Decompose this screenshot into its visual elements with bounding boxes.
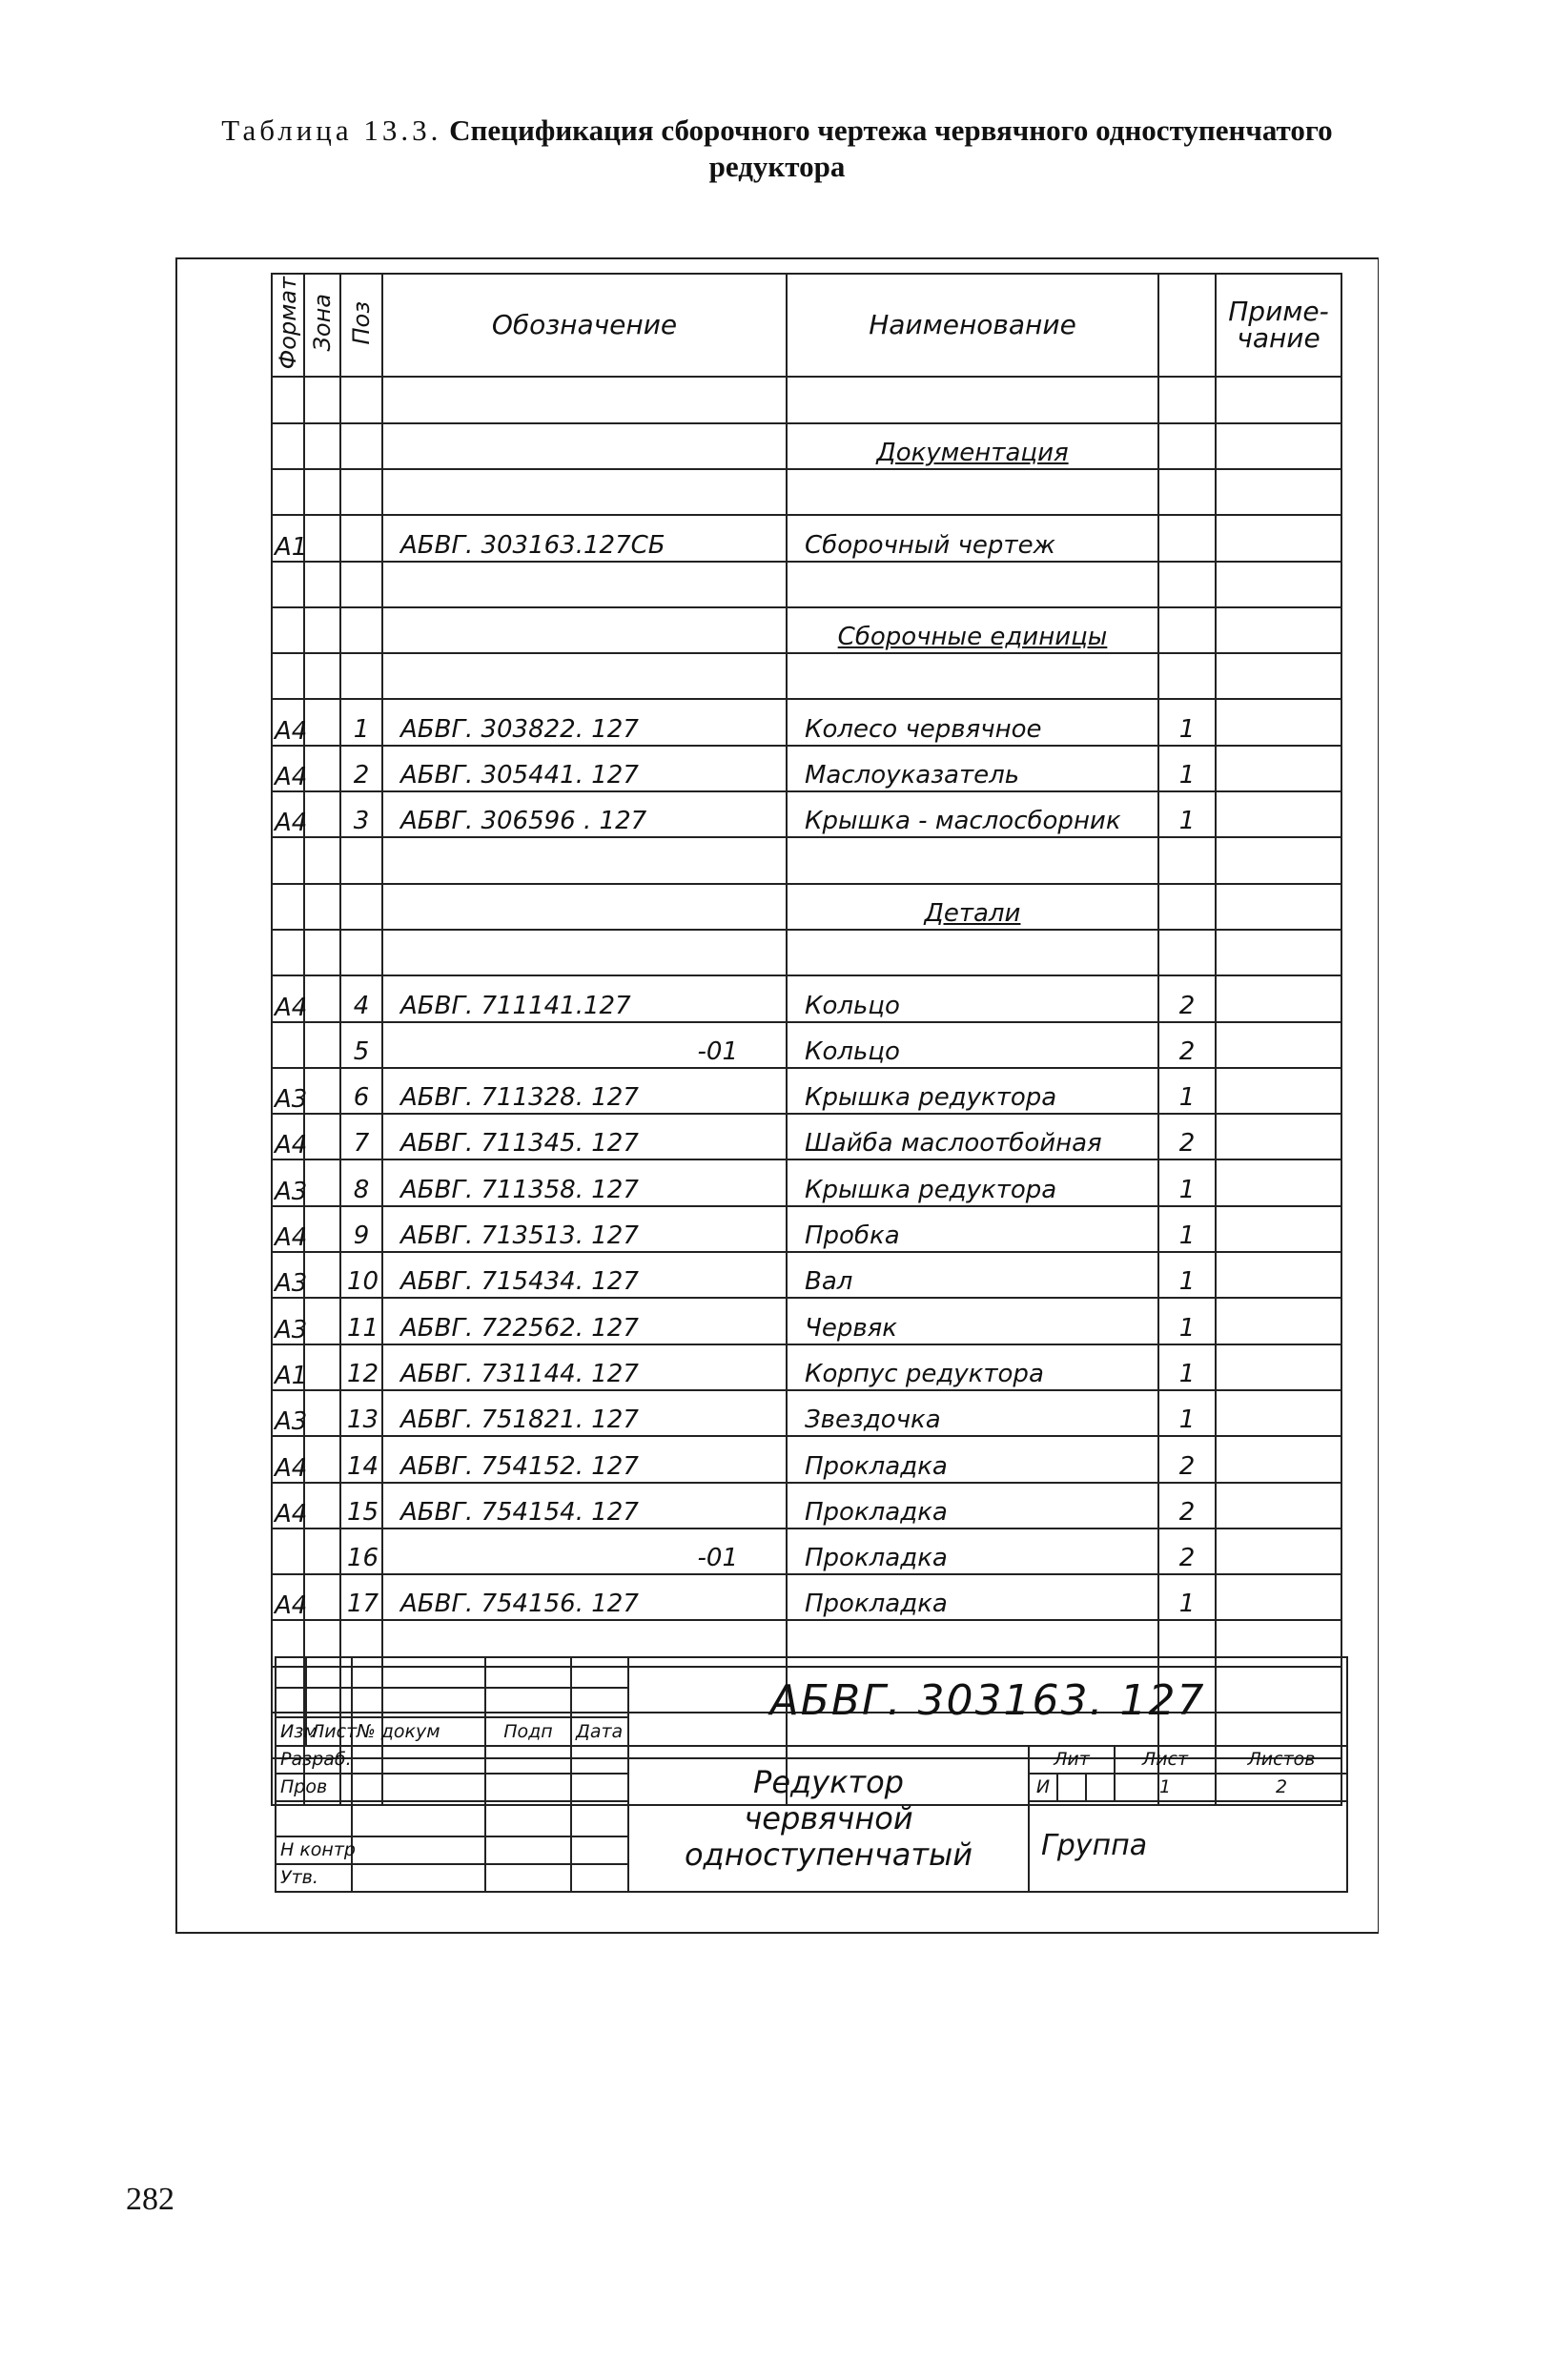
name-cell: Пробка xyxy=(787,1206,1158,1252)
zone-cell xyxy=(304,884,340,930)
pos-cell: 12 xyxy=(340,1344,382,1390)
document-code: АБВГ. 303163. 127 xyxy=(628,1657,1347,1746)
zone-cell xyxy=(304,653,340,699)
designation-cell: АБВГ. 303822. 127 xyxy=(382,699,787,745)
note-cell xyxy=(1216,515,1341,561)
qty-cell: 1 xyxy=(1158,1068,1216,1114)
note-cell xyxy=(1216,1390,1341,1436)
qty-cell: 1 xyxy=(1158,1206,1216,1252)
pos-cell: 4 xyxy=(340,975,382,1021)
designation-cell xyxy=(382,884,787,930)
table-row xyxy=(272,469,1341,515)
designation-cell xyxy=(382,423,787,469)
pos-cell: 14 xyxy=(340,1436,382,1482)
stamp-cell xyxy=(485,1688,571,1718)
name-cell: Крышка редуктора xyxy=(787,1159,1158,1205)
qty-cell xyxy=(1158,562,1216,607)
stamp-cell xyxy=(571,1657,628,1688)
zone-cell xyxy=(304,746,340,791)
note-cell xyxy=(1216,1159,1341,1205)
name-cell xyxy=(787,930,1158,975)
note-cell xyxy=(1216,469,1341,515)
note-cell xyxy=(1216,699,1341,745)
qty-cell xyxy=(1158,930,1216,975)
table-row xyxy=(272,1436,1341,1482)
header-row xyxy=(272,274,1341,377)
product-name: Редуктор червячной одноступенчатый xyxy=(628,1746,1029,1892)
pos-cell: 7 xyxy=(340,1114,382,1159)
qty-cell: 2 xyxy=(1158,975,1216,1021)
format-cell: А4 xyxy=(272,1436,304,1482)
designation-cell: АБВГ. 754154. 127 xyxy=(382,1483,787,1529)
note-cell xyxy=(1216,1252,1341,1298)
designation-cell xyxy=(382,469,787,515)
name-cell: Прокладка xyxy=(787,1436,1158,1482)
zone-cell xyxy=(304,837,340,883)
lit-value: И xyxy=(1029,1774,1057,1801)
name-cell: Крышка редуктора xyxy=(787,1068,1158,1114)
stamp-cell xyxy=(485,1801,571,1836)
format-cell xyxy=(272,1529,304,1574)
header-pos: Поз xyxy=(340,274,382,377)
designation-cell: АБВГ. 711141.127 xyxy=(382,975,787,1021)
role-utv: Утв. xyxy=(276,1864,352,1892)
zone-cell xyxy=(304,930,340,975)
zone-cell xyxy=(304,562,340,607)
zone-cell xyxy=(304,975,340,1021)
header-designation: Обозначение xyxy=(382,274,787,377)
note-cell xyxy=(1216,1206,1341,1252)
format-cell xyxy=(272,1022,304,1068)
specification-table xyxy=(271,273,1342,1806)
designation-cell: АБВГ. 711345. 127 xyxy=(382,1114,787,1159)
stamp-cell xyxy=(1057,1774,1086,1801)
role-razrab: Разраб. xyxy=(276,1746,352,1774)
pos-cell: 11 xyxy=(340,1298,382,1344)
zone-cell xyxy=(304,1252,340,1298)
note-cell xyxy=(1216,746,1341,791)
name-cell: Прокладка xyxy=(787,1529,1158,1574)
qty-cell: 1 xyxy=(1158,791,1216,837)
zone-cell xyxy=(304,1298,340,1344)
sheet-value: 1 xyxy=(1115,1774,1216,1801)
col-docnum: № докум xyxy=(352,1717,485,1745)
format-cell xyxy=(272,607,304,653)
stamp-cell xyxy=(485,1836,571,1864)
format-cell xyxy=(272,930,304,975)
format-cell: А4 xyxy=(272,699,304,745)
stamp-cell xyxy=(352,1657,485,1688)
pos-cell: 8 xyxy=(340,1159,382,1205)
qty-cell xyxy=(1158,607,1216,653)
note-cell xyxy=(1216,1483,1341,1529)
stamp-cell xyxy=(306,1688,352,1718)
note-cell xyxy=(1216,1344,1341,1390)
pos-cell xyxy=(340,607,382,653)
stamp-cell xyxy=(571,1774,628,1801)
header-qty xyxy=(1158,274,1216,377)
note-cell xyxy=(1216,562,1341,607)
stamp-cell xyxy=(485,1864,571,1892)
group-field: Группа xyxy=(1029,1801,1347,1892)
note-cell xyxy=(1216,837,1341,883)
table-row xyxy=(272,1529,1341,1574)
zone-cell xyxy=(304,699,340,745)
pos-cell: 3 xyxy=(340,791,382,837)
designation-cell: АБВГ. 715434. 127 xyxy=(382,1252,787,1298)
stamp-cell xyxy=(485,1774,571,1801)
name-cell: Прокладка xyxy=(787,1574,1158,1620)
note-cell xyxy=(1216,653,1341,699)
designation-cell xyxy=(382,837,787,883)
designation-cell: -01 xyxy=(382,1022,787,1068)
name-cell: Колесо червячное xyxy=(787,699,1158,745)
section-title: Детали xyxy=(787,884,1158,930)
designation-cell: АБВГ. 306596 . 127 xyxy=(382,791,787,837)
format-cell: А4 xyxy=(272,1483,304,1529)
table-row xyxy=(272,653,1341,699)
section-row xyxy=(272,884,1341,930)
title-block xyxy=(275,1656,1348,1893)
stamp-cell xyxy=(571,1836,628,1864)
name-cell xyxy=(787,837,1158,883)
designation-cell: АБВГ. 713513. 127 xyxy=(382,1206,787,1252)
name-cell: Корпус редуктора xyxy=(787,1344,1158,1390)
qty-cell xyxy=(1158,469,1216,515)
pos-cell xyxy=(340,837,382,883)
format-cell: А3 xyxy=(272,1159,304,1205)
pos-cell: 17 xyxy=(340,1574,382,1620)
zone-cell xyxy=(304,1206,340,1252)
table-row xyxy=(272,791,1341,837)
pos-cell: 16 xyxy=(340,1529,382,1574)
qty-cell xyxy=(1158,515,1216,561)
note-cell xyxy=(1216,930,1341,975)
designation-cell xyxy=(382,653,787,699)
name-cell: Крышка - маслосборник xyxy=(787,791,1158,837)
name-cell: Маслоуказатель xyxy=(787,746,1158,791)
qty-cell: 1 xyxy=(1158,699,1216,745)
name-cell: Сборочный чертеж xyxy=(787,515,1158,561)
zone-cell xyxy=(304,1436,340,1482)
designation-cell: АБВГ. 754152. 127 xyxy=(382,1436,787,1482)
designation-cell: АБВГ. 305441. 127 xyxy=(382,746,787,791)
note-cell xyxy=(1216,607,1341,653)
table-row xyxy=(272,1574,1341,1620)
format-cell: А4 xyxy=(272,1574,304,1620)
zone-cell xyxy=(304,1022,340,1068)
stamp-cell xyxy=(485,1657,571,1688)
zone-cell xyxy=(304,1529,340,1574)
qty-cell: 1 xyxy=(1158,1252,1216,1298)
header-note: Приме-чание xyxy=(1216,274,1341,377)
designation-cell: АБВГ. 722562. 127 xyxy=(382,1298,787,1344)
format-cell xyxy=(272,377,304,422)
designation-cell xyxy=(382,562,787,607)
pos-cell: 6 xyxy=(340,1068,382,1114)
table-row xyxy=(272,1114,1341,1159)
page-number: 282 xyxy=(126,2182,174,2217)
zone-cell xyxy=(304,1574,340,1620)
col-izm: Изм xyxy=(276,1717,306,1745)
format-cell xyxy=(272,562,304,607)
zone-cell xyxy=(304,1114,340,1159)
note-cell xyxy=(1216,1298,1341,1344)
name-cell xyxy=(787,377,1158,422)
designation-cell: АБВГ. 303163.127СБ xyxy=(382,515,787,561)
format-cell: А3 xyxy=(272,1068,304,1114)
qty-cell: 1 xyxy=(1158,1344,1216,1390)
note-cell xyxy=(1216,1022,1341,1068)
stamp-cell xyxy=(571,1801,628,1836)
qty-cell: 2 xyxy=(1158,1022,1216,1068)
table-row xyxy=(272,746,1341,791)
stamp-cell xyxy=(352,1688,485,1718)
table-row xyxy=(272,562,1341,607)
table-row xyxy=(272,837,1341,883)
sheets-label: Листов xyxy=(1216,1746,1347,1774)
note-cell xyxy=(1216,791,1341,837)
qty-cell xyxy=(1158,653,1216,699)
pos-cell xyxy=(340,469,382,515)
table-row xyxy=(272,699,1341,745)
col-sign: Подп xyxy=(485,1717,571,1745)
specification-body xyxy=(272,377,1341,1804)
note-cell xyxy=(1216,1436,1341,1482)
qty-cell: 1 xyxy=(1158,746,1216,791)
sheets-value: 2 xyxy=(1216,1774,1347,1801)
caption-label: Таблица 13.3. xyxy=(221,113,442,147)
pos-cell: 13 xyxy=(340,1390,382,1436)
note-cell xyxy=(1216,1529,1341,1574)
zone-cell xyxy=(304,1344,340,1390)
designation-cell: АБВГ. 711328. 127 xyxy=(382,1068,787,1114)
format-cell: А4 xyxy=(272,791,304,837)
pos-cell xyxy=(340,884,382,930)
format-cell: А3 xyxy=(272,1252,304,1298)
zone-cell xyxy=(304,791,340,837)
format-cell: А4 xyxy=(272,975,304,1021)
format-cell: А4 xyxy=(272,1114,304,1159)
zone-cell xyxy=(304,515,340,561)
stamp-cell xyxy=(571,1864,628,1892)
qty-cell xyxy=(1158,837,1216,883)
designation-cell: АБВГ. 751821. 127 xyxy=(382,1390,787,1436)
stamp-cell xyxy=(276,1657,306,1688)
caption-title-line2: редуктора xyxy=(708,150,846,183)
pos-cell: 5 xyxy=(340,1022,382,1068)
qty-cell: 1 xyxy=(1158,1159,1216,1205)
name-cell: Прокладка xyxy=(787,1483,1158,1529)
stamp-cell xyxy=(352,1774,485,1801)
pos-cell: 9 xyxy=(340,1206,382,1252)
header-format: Формат xyxy=(272,274,304,377)
table-row xyxy=(272,1252,1341,1298)
col-list: Лист xyxy=(306,1717,352,1745)
pos-cell xyxy=(340,930,382,975)
name-cell: Вал xyxy=(787,1252,1158,1298)
caption-title: Спецификация сборочного чертежа червячного одноступенчатого xyxy=(449,113,1333,147)
designation-cell xyxy=(382,377,787,422)
pos-cell: 10 xyxy=(340,1252,382,1298)
note-cell xyxy=(1216,1114,1341,1159)
table-row xyxy=(272,1483,1341,1529)
pos-cell: 2 xyxy=(340,746,382,791)
format-cell: А4 xyxy=(272,746,304,791)
zone-cell xyxy=(304,1390,340,1436)
table-row xyxy=(272,1159,1341,1205)
stamp-cell xyxy=(352,1746,485,1774)
table-row xyxy=(272,1068,1341,1114)
qty-cell: 2 xyxy=(1158,1483,1216,1529)
designation-cell: АБВГ. 731144. 127 xyxy=(382,1344,787,1390)
zone-cell xyxy=(304,1159,340,1205)
designation-cell: АБВГ. 711358. 127 xyxy=(382,1159,787,1205)
zone-cell xyxy=(304,423,340,469)
format-cell xyxy=(272,837,304,883)
lit-label: Лит xyxy=(1029,1746,1115,1774)
stamp-cell xyxy=(352,1836,485,1864)
role-prov: Пров xyxy=(276,1774,352,1801)
designation-cell: АБВГ. 754156. 127 xyxy=(382,1574,787,1620)
section-row xyxy=(272,423,1341,469)
table-row xyxy=(272,1390,1341,1436)
qty-cell xyxy=(1158,423,1216,469)
stamp-cell xyxy=(352,1864,485,1892)
note-cell xyxy=(1216,1068,1341,1114)
name-cell: Кольцо xyxy=(787,975,1158,1021)
format-cell xyxy=(272,884,304,930)
stamp-cell xyxy=(276,1801,352,1836)
name-cell: Шайба маслоотбойная xyxy=(787,1114,1158,1159)
pos-cell xyxy=(340,562,382,607)
name-cell: Кольцо xyxy=(787,1022,1158,1068)
pos-cell xyxy=(340,423,382,469)
pos-cell: 1 xyxy=(340,699,382,745)
qty-cell: 2 xyxy=(1158,1436,1216,1482)
note-cell xyxy=(1216,423,1341,469)
qty-cell xyxy=(1158,884,1216,930)
header-name: Наименование xyxy=(787,274,1158,377)
format-cell xyxy=(272,423,304,469)
pos-cell: 15 xyxy=(340,1483,382,1529)
stamp-cell xyxy=(1086,1774,1115,1801)
table-row xyxy=(272,930,1341,975)
pos-cell xyxy=(340,653,382,699)
designation-cell xyxy=(382,607,787,653)
table-row xyxy=(272,1206,1341,1252)
stamp-cell xyxy=(352,1801,485,1836)
stamp-cell xyxy=(571,1688,628,1718)
zone-cell xyxy=(304,1483,340,1529)
stamp-cell xyxy=(276,1688,306,1718)
format-cell xyxy=(272,469,304,515)
section-title: Документация xyxy=(787,423,1158,469)
designation-cell: -01 xyxy=(382,1529,787,1574)
note-cell xyxy=(1216,975,1341,1021)
format-cell: А1 xyxy=(272,515,304,561)
stamp-cell xyxy=(485,1746,571,1774)
qty-cell: 1 xyxy=(1158,1390,1216,1436)
table-row xyxy=(272,1298,1341,1344)
zone-cell xyxy=(304,607,340,653)
col-date: Дата xyxy=(571,1717,628,1745)
qty-cell: 2 xyxy=(1158,1529,1216,1574)
format-cell: А4 xyxy=(272,1206,304,1252)
zone-cell xyxy=(304,469,340,515)
table-caption xyxy=(124,113,1430,185)
note-cell xyxy=(1216,1574,1341,1620)
qty-cell: 1 xyxy=(1158,1574,1216,1620)
stamp-cell xyxy=(571,1746,628,1774)
format-cell xyxy=(272,653,304,699)
zone-cell xyxy=(304,377,340,422)
table-row xyxy=(272,975,1341,1021)
pos-cell xyxy=(340,515,382,561)
name-cell xyxy=(787,562,1158,607)
section-row xyxy=(272,607,1341,653)
pos-cell xyxy=(340,377,382,422)
table-row xyxy=(272,1022,1341,1068)
sheet-label: Лист xyxy=(1115,1746,1216,1774)
qty-cell: 1 xyxy=(1158,1298,1216,1344)
qty-cell: 2 xyxy=(1158,1114,1216,1159)
header-zone: Зона xyxy=(304,274,340,377)
table-row xyxy=(272,377,1341,422)
table-row xyxy=(272,1344,1341,1390)
name-cell xyxy=(787,469,1158,515)
format-cell: А3 xyxy=(272,1390,304,1436)
table-row xyxy=(272,515,1341,561)
role-nkontr: Н контр xyxy=(276,1836,352,1864)
section-title: Сборочные единицы xyxy=(787,607,1158,653)
format-cell: А1 xyxy=(272,1344,304,1390)
name-cell: Червяк xyxy=(787,1298,1158,1344)
note-cell xyxy=(1216,884,1341,930)
format-cell: А3 xyxy=(272,1298,304,1344)
name-cell: Звездочка xyxy=(787,1390,1158,1436)
note-cell xyxy=(1216,377,1341,422)
designation-cell xyxy=(382,930,787,975)
qty-cell xyxy=(1158,377,1216,422)
stamp-cell xyxy=(306,1657,352,1688)
name-cell xyxy=(787,653,1158,699)
zone-cell xyxy=(304,1068,340,1114)
